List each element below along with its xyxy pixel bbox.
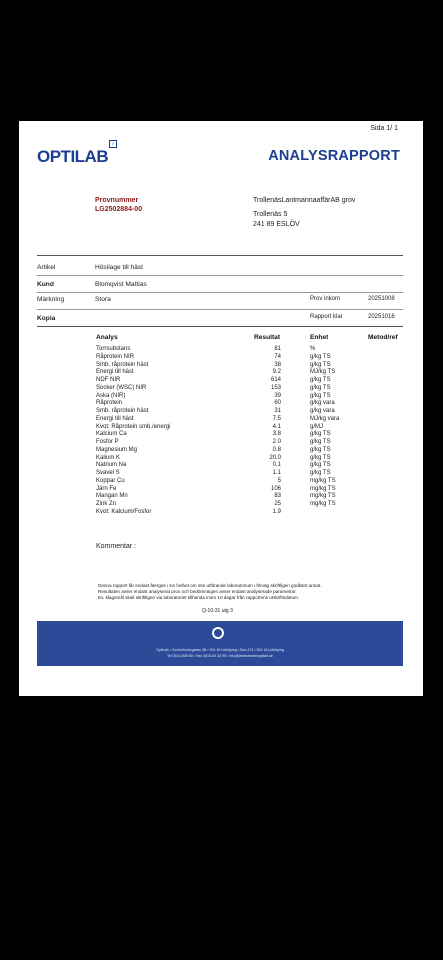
enhet-cell: mg/kg TS xyxy=(310,477,336,484)
table-row xyxy=(19,377,423,385)
enhet-cell: g/kg TS xyxy=(310,392,331,399)
table-row xyxy=(19,346,423,354)
resultat-cell: 1.1 xyxy=(272,470,281,476)
table-row xyxy=(19,385,423,393)
enhet-cell: mg/kg TS xyxy=(310,493,336,500)
analys-cell: NDF NIR xyxy=(96,377,121,383)
artikel-value: Hösilage till häst xyxy=(95,264,144,271)
kopia-label: Kopia xyxy=(37,315,56,322)
prov-inkom-value: 20251008 xyxy=(368,296,395,302)
resultat-cell: 60 xyxy=(274,400,281,407)
prov-inkom-label: Prov inkom xyxy=(310,296,341,302)
resultat-cell: 5 xyxy=(277,477,281,484)
provnummer-label: Provnummer xyxy=(95,197,139,204)
footer-line-2: Tel 0510-808 80 • Fax 0510-54 33 99 • info@lantmannenoptilab.se xyxy=(166,654,274,658)
analys-cell: Smb. råprotein häst xyxy=(96,361,149,368)
disclaimer xyxy=(98,583,321,601)
table-row xyxy=(19,509,423,517)
table-row xyxy=(19,470,423,478)
resultat-cell: 38 xyxy=(274,361,281,368)
customer-address xyxy=(253,196,355,230)
table-row xyxy=(19,478,423,486)
enhet-cell: MJ/kg TS xyxy=(310,369,336,376)
report-page xyxy=(19,121,423,696)
resultat-cell: 25 xyxy=(274,501,281,507)
footer-band xyxy=(37,621,403,666)
enhet-cell: mg/kg TS xyxy=(310,501,336,507)
analys-cell: Energi till häst xyxy=(96,369,134,376)
table-row xyxy=(19,455,423,463)
rapport-klar-label: Rapport klar xyxy=(310,314,343,320)
enhet-cell: g/MJ xyxy=(310,423,324,430)
address-line-1: TrollenäsLantmannaaffärAB grov xyxy=(253,197,356,204)
resultat-cell: 0.8 xyxy=(272,446,281,453)
disclaimer-line-2: Resultaten avser endast analyserat prov och bedömningen avser endast analyserade parametrar. xyxy=(98,589,297,594)
enhet-cell: g/kg TS xyxy=(310,462,331,469)
enhet-cell: g/kg TS xyxy=(310,353,331,360)
resultat-cell: 39 xyxy=(274,392,281,399)
markning-label: Märkning xyxy=(37,296,65,303)
divider xyxy=(37,326,403,327)
table-row xyxy=(19,447,423,455)
table-row xyxy=(19,493,423,501)
col-header-analys: Analys xyxy=(96,334,118,341)
resultat-cell: 153 xyxy=(270,384,281,391)
divider xyxy=(37,255,403,256)
kund-value: Blomqvist Mattias xyxy=(95,281,147,288)
analys-cell: Smb. råprotein häst xyxy=(96,408,149,414)
report-title: ANALYSRAPPORT xyxy=(268,148,400,164)
analys-cell: Aska (NIR) xyxy=(96,392,126,399)
analys-cell: Svavel S xyxy=(96,470,120,476)
rapport-klar-value: 20251016 xyxy=(368,314,395,320)
address-line-2: Trollenäs 5 xyxy=(253,211,288,218)
table-row xyxy=(19,501,423,509)
analys-cell: Kvot: Råprotein smb./energi xyxy=(96,423,171,430)
resultat-cell: 614 xyxy=(270,377,281,383)
col-header-metod: Metod/ref xyxy=(368,334,398,341)
resultat-cell: 106 xyxy=(270,485,281,492)
table-row xyxy=(19,416,423,424)
enhet-cell: g/kg TS xyxy=(310,384,331,391)
artikel-label: Artikel xyxy=(37,264,56,271)
enhet-cell: g/kg TS xyxy=(310,377,331,383)
analys-cell: Kalium K xyxy=(96,454,121,461)
analys-cell: Torrsubstans xyxy=(96,346,131,352)
kund-label: Kund xyxy=(37,281,54,288)
col-header-enhet: Enhet xyxy=(310,334,329,341)
enhet-cell: g/kg vara xyxy=(310,400,335,407)
divider xyxy=(37,292,403,293)
enhet-cell: g/kg TS xyxy=(310,431,331,438)
table-row xyxy=(19,408,423,416)
table-row xyxy=(19,369,423,377)
table-row xyxy=(19,393,423,401)
resultat-cell: 31 xyxy=(274,408,281,414)
enhet-cell: mg/kg TS xyxy=(310,485,336,492)
enhet-cell: g/kg TS xyxy=(310,470,331,476)
resultat-cell: 81 xyxy=(274,346,281,352)
enhet-cell: g/kg TS xyxy=(310,454,331,461)
enhet-cell: % xyxy=(310,346,316,352)
resultat-cell: 20.0 xyxy=(269,454,281,461)
provnummer-value: LG2502884-00 xyxy=(95,206,143,213)
document-code: Q-10-31 utg 3 xyxy=(202,608,233,614)
analys-cell: Kalcium Ca xyxy=(96,431,127,438)
divider xyxy=(37,309,403,310)
table-row xyxy=(19,400,423,408)
analys-cell: Kvot: Kalcium/Fosfor xyxy=(96,508,152,515)
analys-cell: Fosfor P xyxy=(96,439,119,445)
resultat-cell: 74 xyxy=(274,353,281,360)
page-number: Sida 1/ 1 xyxy=(370,125,398,132)
table-row xyxy=(19,424,423,432)
resultat-cell: 9.2 xyxy=(272,369,281,376)
analys-cell: Zink Zn xyxy=(96,501,117,507)
kommentar-label: Kommentar : xyxy=(96,543,137,550)
resultat-cell: 7.5 xyxy=(272,415,281,422)
resultat-cell: 1.9 xyxy=(272,508,281,515)
resultat-cell: 4.1 xyxy=(272,423,281,430)
table-row xyxy=(19,354,423,362)
disclaimer-line-3: Ev. klagomål skall skriftligen via laboratoriet tillhanda inom 10 dagar från rapportens utskriftsdatum. xyxy=(98,595,300,600)
enhet-cell: g/kg TS xyxy=(310,439,331,445)
analys-cell: Mangan Mn xyxy=(96,493,128,500)
enhet-cell: g/kg TS xyxy=(310,361,331,368)
enhet-cell: g/kg vara xyxy=(310,408,335,414)
analys-cell: Socker (WSC) NIR xyxy=(96,384,147,391)
address-line-3: 241 89 ESLÖV xyxy=(253,221,300,228)
markning-value: Stora xyxy=(95,296,111,303)
enhet-cell: MJ/kg vara xyxy=(310,415,340,422)
analys-cell: Koppar Cu xyxy=(96,477,125,484)
analys-cell: Järn Fe xyxy=(96,485,117,492)
analys-cell: Råprotein xyxy=(96,400,123,407)
table-row xyxy=(19,462,423,470)
enhet-cell: g/kg TS xyxy=(310,446,331,453)
resultat-cell: 2.0 xyxy=(272,439,281,445)
divider xyxy=(37,275,403,276)
optilab-logo: OPTILAB xyxy=(37,147,109,166)
footer-line-1: OptiLab • Sockerbruksgatan 3B • 531 40 Lidköping • Box 473 • 531 16 Lidköping xyxy=(156,648,284,652)
optilab-symbol-icon xyxy=(212,627,224,639)
analys-cell: Energi till häst xyxy=(96,415,134,422)
analys-cell: Natrium Na xyxy=(96,462,127,469)
table-row xyxy=(19,486,423,494)
resultat-cell: 3.8 xyxy=(272,431,281,438)
resultat-cell: 83 xyxy=(274,493,281,500)
table-row xyxy=(19,362,423,370)
disclaimer-line-1: Denna rapport får endast återges i sin helhet om inte utförande laboratorium i förväg skriftligen godkänt annat. xyxy=(98,583,322,588)
table-row xyxy=(19,431,423,439)
analys-cell: Magnesium Mg xyxy=(96,446,138,453)
analys-cell: Råprotein NIR xyxy=(96,353,135,360)
table-row xyxy=(19,439,423,447)
resultat-cell: 0.1 xyxy=(272,462,281,469)
logo-badge-icon: ✓ xyxy=(109,140,117,148)
col-header-resultat: Resultat xyxy=(254,334,281,341)
